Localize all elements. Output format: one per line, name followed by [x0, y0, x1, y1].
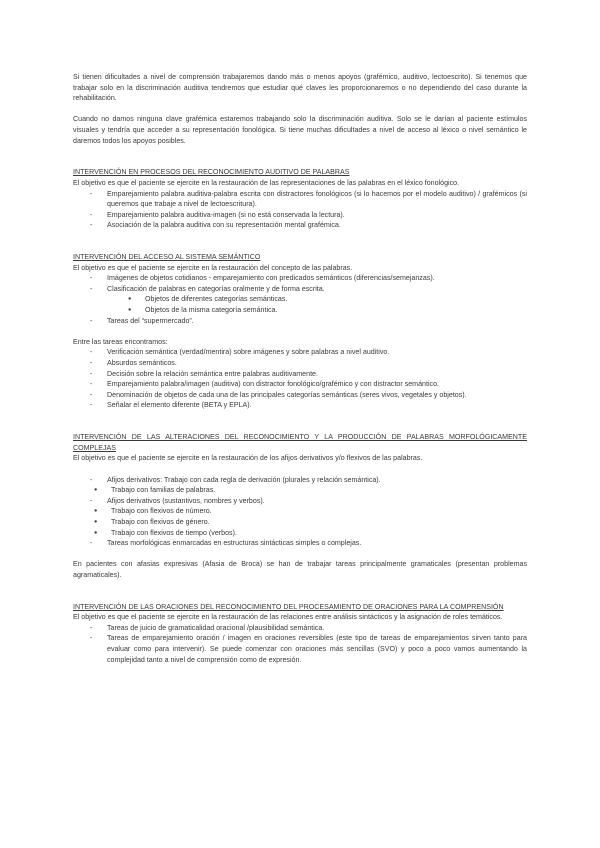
list-item: ● Objetos de la misma categoría semántica. — [73, 305, 527, 316]
sublist-morphology-1 — [73, 485, 527, 496]
section-title-sentences: INTERVENCIÓN DE LAS ORACIONES DEL RECONOCIMIENTO DEL PROCESAMIENTO DE ORACIONES PARA LA COMPRENSIÓN — [73, 602, 504, 611]
sublist-morphology-2 — [73, 506, 527, 538]
intro-paragraph-1: Si tienen dificultades a nivel de comprensión trabajaremos dando más o menos apoyos (grafémico, auditivo, lectoescrito). Si tenemos que trabajar solo en la discriminación auditiva tendremos que estudiar qué claves les proporcionaremos o no dependiendo del caso durante la rehabilitación. — [73, 73, 527, 103]
list-item: ● Trabajo con flexivos de tiempo (verbos). — [73, 528, 527, 539]
list-item — [73, 475, 527, 496]
page-content — [73, 72, 527, 665]
list-item: - Emparejamiento palabra auditiva-palabra escrita con distractores fonológicos (si lo hacemos por el modelo auditivo) / grafémicos (si queremos que trabaje a nivel de lectoescritura). — [73, 189, 527, 210]
list-item: ● Trabajo con familias de palabras. — [73, 485, 527, 496]
list-item: - Verificación semántica (verdad/mentira) sobre imágenes y sobre palabras a nivel auditivo. — [73, 347, 527, 358]
list-item: - Tareas morfológicas enmarcadas en estructuras sintácticas simples o complejas. — [73, 538, 527, 549]
list-item: - Clasificación de palabras en categorías oralmente y de forma escrita. — [73, 284, 527, 295]
morphology-closing: En pacientes con afasias expresivas (Afasia de Broca) se han de trabajar tareas principalmente gramaticales (presentan problemas agramaticales). — [73, 560, 527, 579]
list-item: - Decisión sobre la relación semántica entre palabras auditivamente. — [73, 369, 527, 380]
list-semantic-tasks — [73, 347, 527, 411]
list-item: - Tareas de emparejamiento oración / imagen en oraciones reversibles (este tipo de tareas de emparejamientos sirven tanto para evaluar como para intervenir). Se puede comenzar con oraciones más sencillas (SVO) y poco a poco vamos aumentando la complejidad tanto a nivel de comprensión como de expresión. — [73, 633, 527, 665]
list-item: - Tareas del “supermercado”. — [73, 316, 527, 327]
list-item: ● Trabajo con flexivos de número. — [73, 506, 527, 517]
section-lead-semantic: El objetivo es que el paciente se ejercite en la restauración del concepto de las palabras. — [73, 263, 353, 272]
sublist-semantic — [73, 294, 527, 315]
list-semantic-after — [73, 316, 527, 327]
list-item: - Señalar el elemento diferente (BETA y EPLA). — [73, 400, 527, 411]
list-item — [73, 496, 527, 538]
list-item-text: Afijos derivativos: Trabajo con cada regla de derivación (plurales y relación semántica). — [107, 475, 381, 484]
list-item: - Absurdos semánticos. — [73, 358, 527, 369]
intro-paragraph-2: Cuando no damos ninguna clave grafémica estaremos trabajando solo la discriminación auditiva. Solo se le darían al paciente estímulos visuales y tendría que acceder a su representación fonológica. Si tiene muchas dificultades a nivel de acceso al léxico o nivel semántico le daremos todos los apoyos posibles. — [73, 115, 527, 145]
section-lead-auditory: El objetivo es que el paciente se ejercite en la restauración de las representaciones de las palabras en el léxico fonológico. — [73, 178, 460, 187]
list-item: - Emparejamiento palabra/imagen (auditiva) con distractor fonológico/grafémico y con distractor semántico. — [73, 379, 527, 390]
list-semantic — [73, 273, 527, 294]
list-auditory — [73, 189, 527, 231]
section-lead-morphology: El objetivo es que el paciente se ejercite en la restauración de los afijos derivativos y/o flexivos de las palabras. — [73, 454, 423, 463]
section-title-semantic: INTERVENCIÓN DEL ACCESO AL SISTEMA SEMÁNTICO — [73, 253, 261, 262]
list-item: ● Objetos de diferentes categorías semánticas. — [73, 294, 527, 305]
section-title-morphology: INTERVENCIÓN DE LAS ALTERACIONES DEL RECONOCIMIENTO Y LA PRODUCCIÓN DE PALABRAS MORFOLÓGICAMENTE COMPLEJAS — [73, 433, 527, 452]
section-lead-sentences: El objetivo es que el paciente se ejercite en la restauración de las relaciones entre análisis sintácticos y la asignación de roles temáticos. — [73, 613, 503, 622]
list-item: - Emparejamiento palabra auditiva-imagen (si no está conservada la lectura). — [73, 210, 527, 221]
list-sentences — [73, 623, 527, 665]
tasks-lead: Entre las tareas encontramos: — [73, 337, 168, 346]
list-item: - Tareas de juicio de gramaticalidad oracional /plausibilidad semántica. — [73, 623, 527, 634]
list-item: - Imágenes de objetos cotidianos - emparejamiento con predicados semánticos (diferencias/semejanzas). — [73, 273, 527, 284]
list-item: - Asociación de la palabra auditiva con su representación mental grafémica. — [73, 220, 527, 231]
list-item: ● Trabajo con flexivos de género. — [73, 517, 527, 528]
list-morphology — [73, 475, 527, 549]
section-title-auditory: INTERVENCIÓN EN PROCESOS DEL RECONOCIMIENTO AUDITIVO DE PALABRAS — [73, 168, 350, 177]
list-item: - Denominación de objetos de cada una de las principales categorías semánticas (seres vivos, vegetales y objetos). — [73, 390, 527, 401]
list-item-text: Afijos derivativos (sustantivos, nombres y verbos). — [107, 496, 265, 505]
